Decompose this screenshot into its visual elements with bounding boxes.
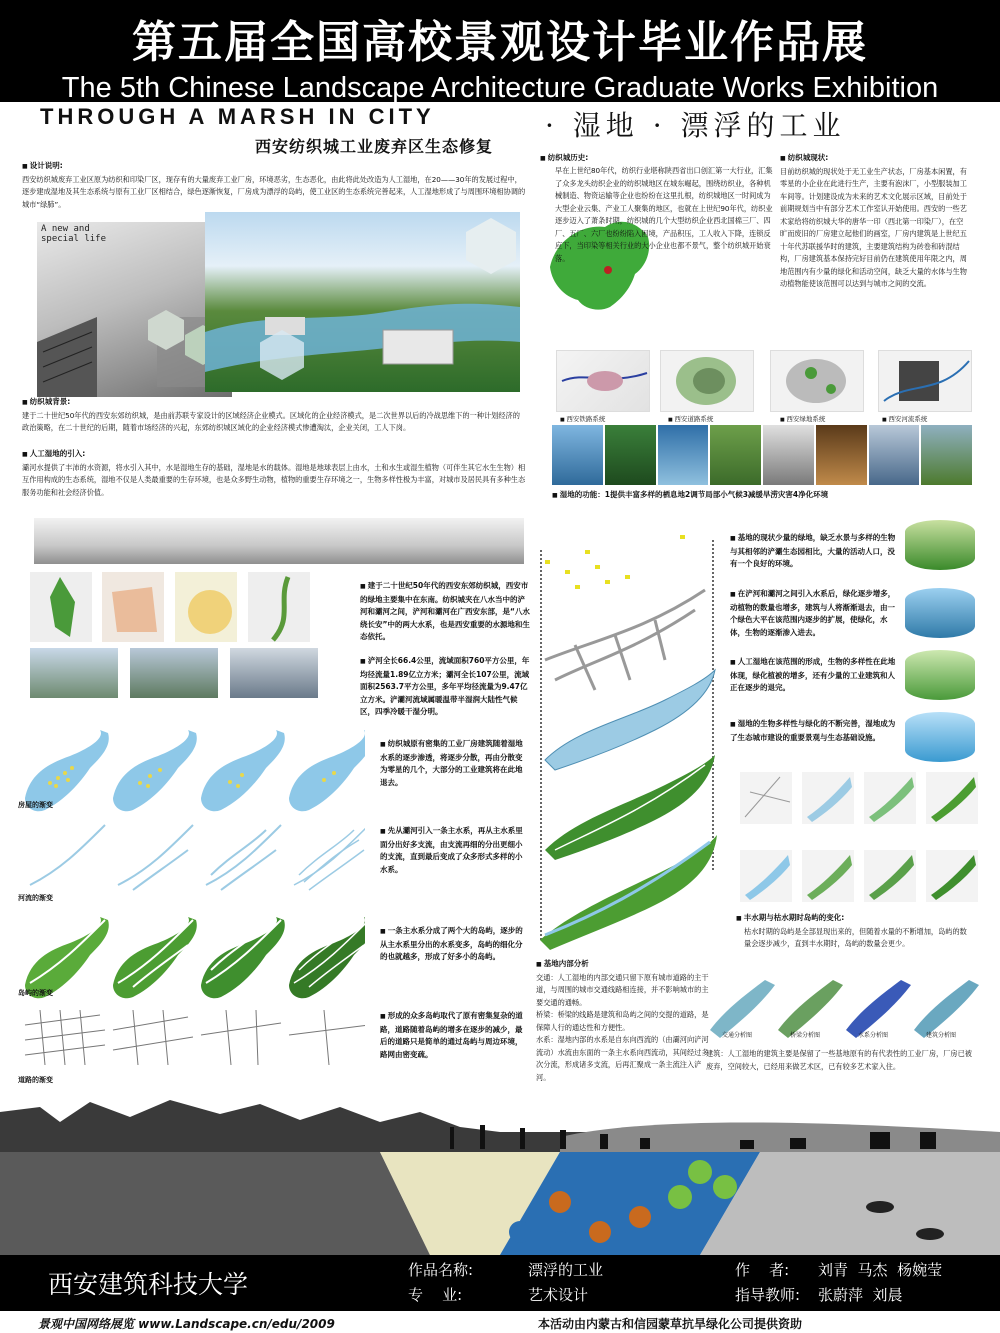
evo-building-text: ■ 纺织城原有密集的工业厂房建筑随着湿地水系的逐步渗透，将逐步分散，再由分散变为零星的几个，大部分的工业建筑将在此地退去。 <box>380 738 525 789</box>
building-layer <box>545 535 685 589</box>
map-caption-greenbelt: ■ 西安绿地系统 <box>780 414 825 423</box>
wetland-photo-strip <box>552 425 972 485</box>
internal-traffic: 交通：人工湿地的内部交通只留下原有城市道路的主干道，与周围的城市交通线路相连接，并不影响城市的主要交通的通畅。 <box>536 972 709 1007</box>
strip-photo-water <box>658 425 709 485</box>
right-step-3: ■ 人工湿地在该范围的形成，生物的多样性在此地体现，绿化植被的增多，还有少量的工业建筑和人正在逐步的退完。 <box>730 656 900 695</box>
design-note-body: 西安纺织城废弃工业区原为纺织和印染厂区，现存有的大量废弃工业厂房，环境恶劣，生态恶化，由此将此处改造为人工湿地，在20——30年的发展过程中，逐步建成湿地及其生态系统与原有工业厂区相结合，绿色逐渐恢复，厂房成为漂浮的岛屿，使工业区的生态系统完善起来，人工湿地形成了与周围环境相协调的城市“绿肺”。 <box>22 174 526 209</box>
exhibition-header <box>0 0 1000 102</box>
factory-building-graphic <box>37 222 232 397</box>
evo-river-text: ■ 先从灞河引入一条主水系，再从主水系里面分出好多支流，由支流再细的分出更细小的支流，直到最后变成了众多形式多样的小水系。 <box>380 825 525 876</box>
water-season-section <box>736 912 971 951</box>
evolution-panorama <box>0 1092 1000 1255</box>
evolution-diagrams <box>20 720 365 1080</box>
road-map <box>660 350 754 412</box>
exhibition-site: 景观中国网络展览 www.Landscape.cn/edu/2009 <box>38 1317 335 1331</box>
location-map-2 <box>102 572 164 642</box>
map-caption-railway: ■ 西安铁路系统 <box>560 414 605 423</box>
authors: 刘青 马杰 杨婉莹 <box>818 1261 943 1279</box>
evo-label-island: 岛屿的渐变 <box>18 989 53 997</box>
exhibition-title-en: The 5th Chinese Landscape Architecture Graduate Works Exhibition <box>61 72 939 104</box>
internal-bridge: 桥梁：桥梁的线路是建筑和岛屿之间的交提的道路，是保障人行的通达性和方便性。 <box>536 1010 709 1032</box>
internal-water: 水系：湿地内部的水系是自东向西流的（由灞河向浐河流动）水流由东面的一条主水系向西流动，其间经过多次分流，形成诸多支流，后再汇聚成一条主流注入浐河。 <box>536 1035 709 1082</box>
island-evolution-maps <box>740 772 980 902</box>
strip-photo-birds <box>816 425 867 485</box>
cylinder-model-1 <box>905 520 975 570</box>
project-title-cn: · 湿地 · 漂浮的工业 <box>545 109 846 142</box>
design-note <box>22 160 527 211</box>
right-step-2: ■ 在浐河和灞河之间引入水系后，绿化逐步增多，动植物的数量也增多，建筑与人将渐渐退去，由一个绿色大平在该范围内逐步的扩展，使绿化，水体，生物的逐渐渗入进去。 <box>730 588 900 639</box>
right-step-4: ■ 湿地的生物多样性与绿化的不断完善，湿地成为了生态城市建设的重要景观与生态基础设施。 <box>730 718 900 744</box>
cylinder-model-4 <box>905 712 975 762</box>
evo-label-river: 河流的渐变 <box>18 894 53 902</box>
background-body: 建于二十世纪50年代的西安东郊纺织城，是由前苏联专家设计的区域经济企业模式。区域化的企业经济模式，是二次世界以后的冷战思维下的一种计划经济的政治策略，在二十世纪的后期，随着市场经济的兴起，东郊纺织城区域化的企业经济模式惨遭淘汰，企业关闭，工人下岗。 <box>22 410 520 432</box>
wetland-intro-body: 灞河水提供了丰沛的水资源，将水引入其中，水是湿地生存的基础，湿地是水的载体。湿地是地球表层上由水，土和水生或湿生植物（可伴生其它水生生物）相互作用构成的生态系统，湿地不仅是人类最重要的生存环境，也是众多野生动物，植物的重要生存环境之一，生物多样性极为丰富，对城市及居民具有多种生态服务功能和社会经济价值。 <box>22 462 526 497</box>
season-label-building: 建筑分析图 <box>926 1032 957 1039</box>
project-title-en: THROUGH A MARSH IN CITY <box>40 104 435 129</box>
status-head: ■ 纺织城现状: <box>780 152 970 166</box>
strip-photo-bw <box>763 425 814 485</box>
island-layer <box>545 755 715 860</box>
season-label-traffic: 交通分析图 <box>722 1032 753 1039</box>
background-section <box>22 396 527 435</box>
water-season-head: ■ 丰水期与枯水期时岛屿的变化: <box>736 912 971 926</box>
aerial-photo-3 <box>230 648 318 698</box>
status-section <box>780 152 970 291</box>
rivers-data-text: ■ 浐河全长66.4公里，流域面积760平方公里，年均径流量1.89亿立方米；灞河全长107公里，流域面积2563.7平方公里，多年平均径流量为9.47亿立方米。浐灞河流域属暖温带半湿润大陆性气候区，四季冷暖干湿分明。 <box>360 655 532 719</box>
exhibition-title-cn: 第五届全国高校景观设计毕业作品展 <box>132 17 868 68</box>
cylinder-model-3 <box>905 650 975 700</box>
cylinder-model-2 <box>905 588 975 638</box>
school-name: 西安建筑科技大学 <box>48 1270 249 1299</box>
strip-photo-industry <box>869 425 920 485</box>
history-section <box>540 152 760 166</box>
evo-island-text: ■ 一条主水系分成了两个大的岛屿，逐步的从主水系里分出的水系变多，岛屿的细化分的也就越多，形成了好多小的岛屿。 <box>380 925 525 964</box>
photo-caption: A new and special life <box>41 224 107 244</box>
season-label-water: 水系分析图 <box>858 1032 889 1039</box>
location-map-4 <box>248 572 310 642</box>
internal-head: ■ 基地内部分析 <box>536 958 711 972</box>
map-caption-river: ■ 西安河流系统 <box>882 414 927 423</box>
railway-map <box>556 350 650 412</box>
greenbelt-map <box>770 350 864 412</box>
advisor-label: 指导教师: <box>735 1286 801 1304</box>
river-map <box>878 350 972 412</box>
building-note: 建筑：人工湿地的建筑主要是保留了一些基地原有的有代表性的工业厂房，厂房已被废弃，空间较大，已经用来做艺术区，已有较多艺术家入住。 <box>706 1049 972 1071</box>
factory-photo <box>37 222 232 397</box>
location-map-1 <box>30 572 92 642</box>
status-body: 目前纺织城的现状处于无工业生产状态，厂房基本闲置，有零星的小企业在此进行生产，主要有泡沫厂，小型服装加工车间等。计划建设成为未来的艺术文化展示区域，目前处于前期规划当中有部分艺术工作室认开始使用。西安的一些艺术家给将纺织城大华的唐华一印（西北第一印染厂），在空旷而废旧的厂房建立起他们的画室，厂房内建筑是上世纪五十年代苏联援华时的建筑，主要建筑结构为砖卷和砖混结构，厂房建筑基本保持完好目前仍在建筑使用年限之内，周地范围内有少量的绿化和活动空间，缺乏大量的水体与生物动植物能使该范围可以达到与城市之间的交流。 <box>780 166 967 288</box>
water-season-body: 枯水时期的岛屿是全部显现出来的，但随着水量的不断增加，岛屿的数量会逐步减少，直到丰水期时，岛屿的数量会更少。 <box>744 926 967 948</box>
project-subtitle-cn: 西安纺织城工业废弃区生态修复 <box>255 137 494 156</box>
site-location-text: ■ 建于二十世纪50年代的西安东郊纺织城，西安市的绿地主要集中在东南。纺织城夹在八水当中的浐河和灞河之间，浐河和灞河在广西安东部，是“八水绕长安”中的两大水系，也是西安重要的水源地和生态依托。 <box>360 580 532 644</box>
bottom-credit-line <box>0 1311 1000 1333</box>
advisors: 张蔚萍 刘晨 <box>818 1286 903 1304</box>
major: 艺术设计 <box>528 1286 589 1304</box>
work-name-label: 作品名称: <box>408 1261 474 1279</box>
design-note-head: ■ 设计说明: <box>22 160 527 174</box>
strip-photo-forest <box>605 425 656 485</box>
aerial-photo-1 <box>30 648 118 698</box>
aerial-photo-2 <box>130 648 218 698</box>
strip-photo-marsh <box>921 425 972 485</box>
map-caption-road: ■ 西安道路系统 <box>668 414 713 423</box>
strip-photo-grass <box>710 425 761 485</box>
wetland-function: ■ 湿地的功能：1提供丰富多样的栖息地2调节局部小气候3减缓旱涝灾害4净化环境 <box>552 489 972 503</box>
river-layer <box>545 670 715 770</box>
right-step-1: ■ 基地的现状少量的绿地，缺乏水景与多样的生物与其相邻的浐灞生态园相比，大量的活动人口，没有一个良好的环境。 <box>730 532 900 571</box>
strip-photo-lake <box>552 425 603 485</box>
wetland-intro-head: ■ 人工湿地的引入: <box>22 448 527 462</box>
evo-label-building: 房屋的渐变 <box>18 801 53 809</box>
location-map-3 <box>175 572 237 642</box>
footer <box>0 1255 1000 1311</box>
road-layer <box>545 590 705 690</box>
internal-analysis <box>536 958 711 1084</box>
exploded-layer-diagram <box>535 530 725 950</box>
evo-road-text: ■ 形成的众多岛屿取代了原有密集复杂的道路，道路随着岛屿的增多在逐步的减少，最后的道路只是简单的通过岛屿与周边环境，路网由密变疏。 <box>380 1010 525 1061</box>
site-panorama <box>34 518 524 564</box>
history-body: 早在上世纪80年代，纺织行业堪称陕西省出口创汇第一大行业，汇集了众多龙头纺织企业的纺织城地区在城东崛起，围绕纺织业，各种机械制造、物资运输等企业也纷纷在这里扎根，纺织城地区一时间成为大型企业云集、产业工人聚集的地区，也就在上世纪90年代，纺织业逐步迈入了萧条时期，纺织城的几个大型纺织企业西北国棉三厂、四厂、五厂、六厂也纷纷陷入困境，产品积压，工人收入下降，连锁反应下，当印染等相关行业的大小企业也都不景气，整个纺织城开始衰落。 <box>555 166 773 263</box>
author-label: 作 者: <box>735 1261 790 1279</box>
sponsor-note: 本活动由内蒙古和信园蒙草抗旱绿化公司提供资助 <box>538 1317 803 1331</box>
background-head: ■ 纺织城背景: <box>22 396 527 410</box>
wetland-intro-section <box>22 448 527 499</box>
work-name: 漂浮的工业 <box>528 1261 604 1279</box>
season-label-bridge: 桥梁分析图 <box>790 1032 821 1039</box>
history-head: ■ 纺织城历史: <box>540 152 760 166</box>
evo-label-road: 道路的渐变 <box>18 1076 53 1084</box>
major-label: 专 业: <box>408 1286 463 1304</box>
